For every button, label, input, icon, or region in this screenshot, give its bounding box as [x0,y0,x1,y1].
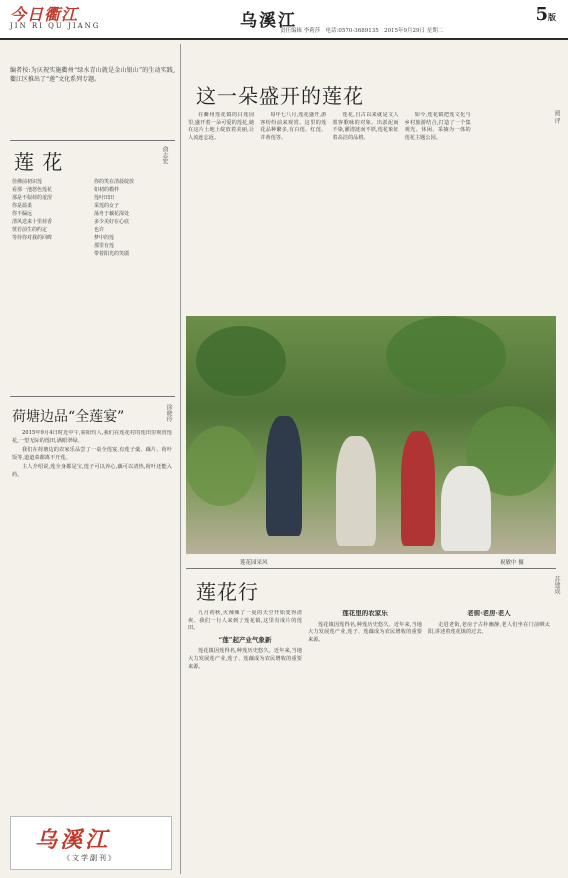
photo-credit: 祝敏中 摄 [500,560,524,566]
poem-author: 俞志宏 [161,146,168,164]
section-title: 乌溪江 [240,11,297,31]
main-article-title: 这一朵盛开的莲花 [196,84,364,108]
poem-lines-right: 你的笑在清晨绽放 如初的模样 莲叶田田 采莲的女子 荡舟于藕花深处 多少美好在心底 也许 梦中的莲 那里有莲 带着阳光的笑靥 [94,179,135,257]
lotus-garden-photo [186,316,556,554]
masthead [0,0,568,40]
divider [10,140,175,141]
newspaper-logo: 今日衢江 [10,5,79,24]
lianxing-subhead-3: 老街·老房·老人 [467,610,511,617]
page-number: 5版 [535,4,556,25]
lianxing-author: 苏建成 [553,576,560,594]
lianxing-body-col1: 九月初秋,火辣辣了一夏的天空开始变得清爽。我们一行人来到了莲花镇,这里有成片的莲田。 “莲”起产业气象新 莲花镇因莲得名,种莲历史悠久。近年来,当地大力发展莲产业,莲子、莲藕成为农民增收的重要来源。 [188,610,302,670]
divider [186,568,556,569]
lianxing-title: 莲花行 [196,580,259,604]
photo-caption: 莲花园采风 [240,560,268,566]
logo-subtitle: JIN RI QU JIANG [10,22,101,30]
poem-title: 莲 花 [14,150,64,174]
masthead-meta [280,26,443,34]
lianxing-body-col3: 老街·老房·老人 走进老街,老房子古朴幽静,老人们坐在门前晒太阳,讲述着莲花镇的过去。 [428,610,550,636]
column-divider [180,44,181,874]
feast-body: 2015年9月4日时近中午,骄阳灼人,我们在莲花村的莲田里观赏莲花,一望无际的莲田,满眼翠绿。 我们在荷塘边的农家乐品尝了一桌全莲宴,有莲子羹、藕片、荷叶饭等,道道菜都离不开莲。 主人介绍说,莲全身都是宝,莲子可以养心,藕可以清热,荷叶还能入药。 [12,430,172,478]
date-label: 2015年9月29日 星期二 [383,28,444,34]
feast-author: 徐晓玲 [165,404,172,422]
editor-note: 编者按:为庆祝实施衢州“绿水青山就是金山银山”的生动实践,衢江区推出了“莲”文化系列专题。 [10,67,175,83]
feast-title: 荷塘边品“全莲宴” [12,409,125,425]
phone-label: 电话:0570-3689135 [325,28,379,34]
lianxing-subhead-2: 莲花里的农家乐 [342,610,388,617]
lianxing-subhead-1: “莲”起产业气象新 [218,635,272,644]
divider [10,396,175,397]
lianxing-body-col2: 莲花里的农家乐 莲花镇因莲得名,种莲历史悠久。近年来,当地大力发展莲产业,莲子、莲藕成为农民增收的重要来源。 [308,610,422,643]
editor-label: 责任编辑 李莉莎 [280,28,321,34]
poem-lines-left: 佳佛前初识莲 看那一池怒色莲花 那是不似荷的羞涩 你是温柔 你不偏远 清风送来十里荷香 恍若前生的约定 等待你对我的回眸 [12,179,53,241]
literary-supplement-badge: 乌溪江 《文学副刊》 [10,816,172,870]
column-label-top: 阅 评 [553,110,560,124]
main-article-body: 在衢州莲花镇的白莲园里,盛开着一朵可爱的莲花,她在这片土地上绽放着美丽,让人流连忘返。 每年七八月,莲花盛开,游客纷纷前来观赏。这里的莲花品种繁多,有白莲、红莲、并蒂莲等。 莲花,自古以来就是文人墨客歌咏的对象。出淤泥而不染,濯清涟而不妖,莲花象征着高洁的品格。 如今,莲花镇把莲文化与乡村旅游结合,打造了一个集观光、休闲、采摘为一体的莲花主题公园。 [188,112,471,141]
